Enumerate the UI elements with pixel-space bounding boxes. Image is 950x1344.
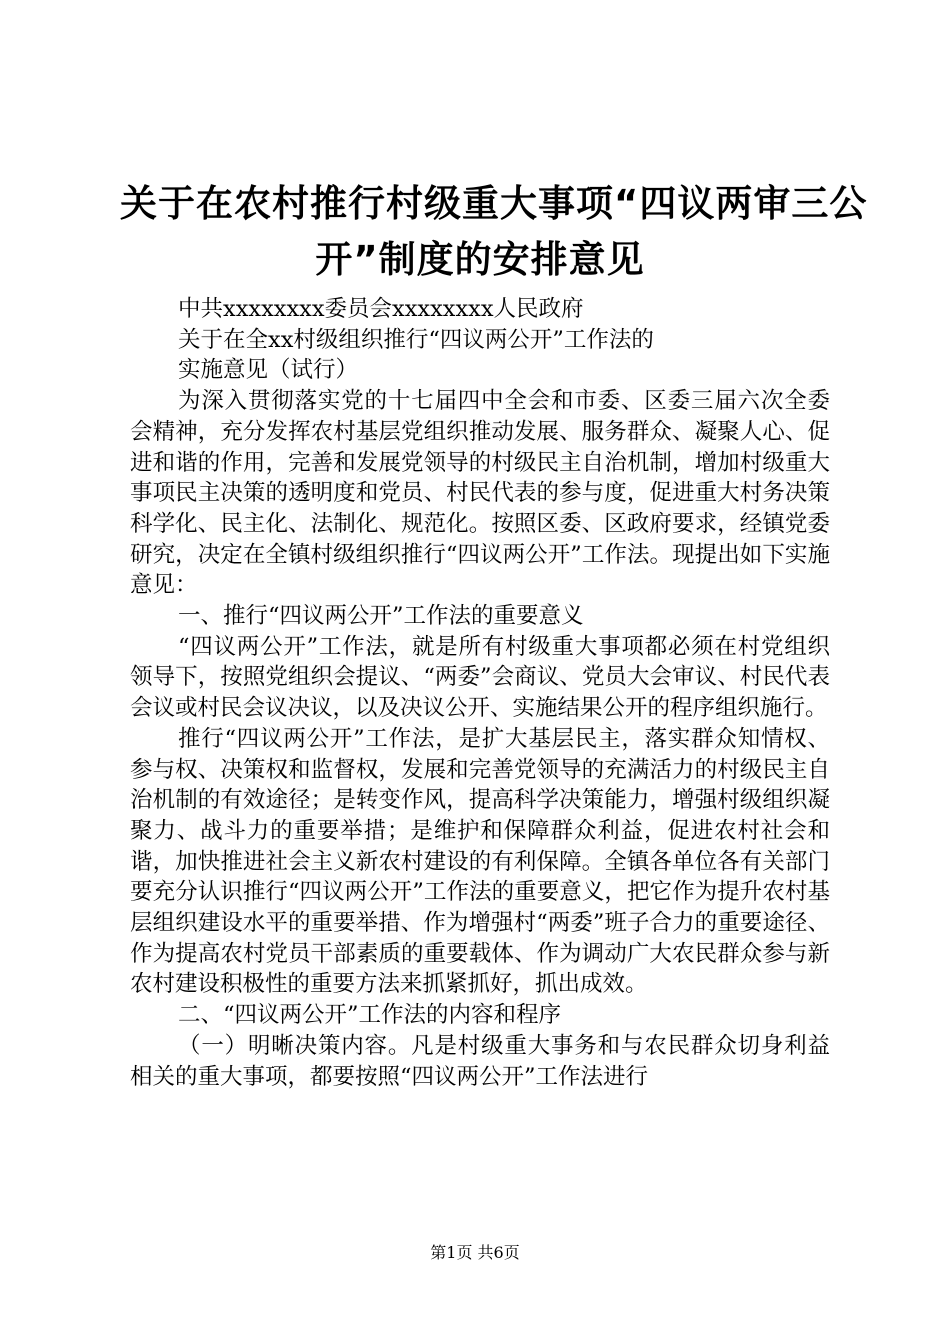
issuer-line: 中共xxxxxxxx委员会xxxxxxxx人民政府	[178, 296, 584, 322]
document-body	[130, 294, 830, 1092]
section-heading-2: 二、“四议两公开”工作法的内容和程序	[178, 1002, 562, 1029]
subtitle-line-1: 关于在全xx村级组织推行“四议两公开”工作法的	[178, 326, 654, 353]
document-title	[120, 176, 868, 288]
title-line-1: 关于在农村推行村级重大事项“四议两审三公	[120, 182, 868, 225]
subtitle-line-2: 实施意见（试行）	[178, 357, 359, 384]
significance-paragraph: 推行“四议两公开”工作法，是扩大基层民主，落实群众知情权、参与权、决策权和监督权，发展和完善党领导的充满活力的村级民主自治机制的有效途径；是转变作风，提高科学决策能力，增强村级组织凝聚力、战斗力的重要举措；是维护和保障群众利益，促进农村社会和谐，加快推进社会主义新农村建设的有利保障。全镇各单位各有关部门要充分认识推行“四议两公开”工作法的重要意义，把它作为提升农村基层组织建设水平的重要举措、作为增强村“两委”班子合力的重要途径、作为提高农村党员干部素质的重要载体、作为调动广大农民群众参与新农村建设积极性的重要方法来抓紧抓好，抓出成效。	[130, 725, 830, 998]
content-paragraph: （一）明晰决策内容。凡是村级重大事务和与农民群众切身利益相关的重大事项，都要按照“四议两公开”工作法进行	[130, 1032, 830, 1090]
title-line-2: 开”制度的安排意见	[315, 238, 645, 281]
section-heading-1: 一、推行“四议两公开”工作法的重要意义	[178, 603, 584, 630]
intro-paragraph: 为深入贯彻落实党的十七届四中全会和市委、区委三届六次全委会精神，充分发挥农村基层党组织推动发展、服务群众、凝聚人心、促进和谐的作用，完善和发展党领导的村级民主自治机制，增加村级重大事项民主决策的透明度和党员、村民代表的参与度，促进重大村务决策科学化、民主化、法制化、规范化。按照区委、区政府要求，经镇党委研究，决定在全镇村级组织推行“四议两公开”工作法。现提出如下实施意见：	[130, 388, 830, 599]
page-number-footer: 第1页 共6页	[430, 1243, 520, 1262]
definition-paragraph: “四议两公开”工作法，就是所有村级重大事项都必须在村党组织领导下，按照党组织会提议、“两委”会商议、党员大会审议、村民代表会议或村民会议决议，以及决议公开、实施结果公开的程序组织施行。	[130, 633, 830, 722]
